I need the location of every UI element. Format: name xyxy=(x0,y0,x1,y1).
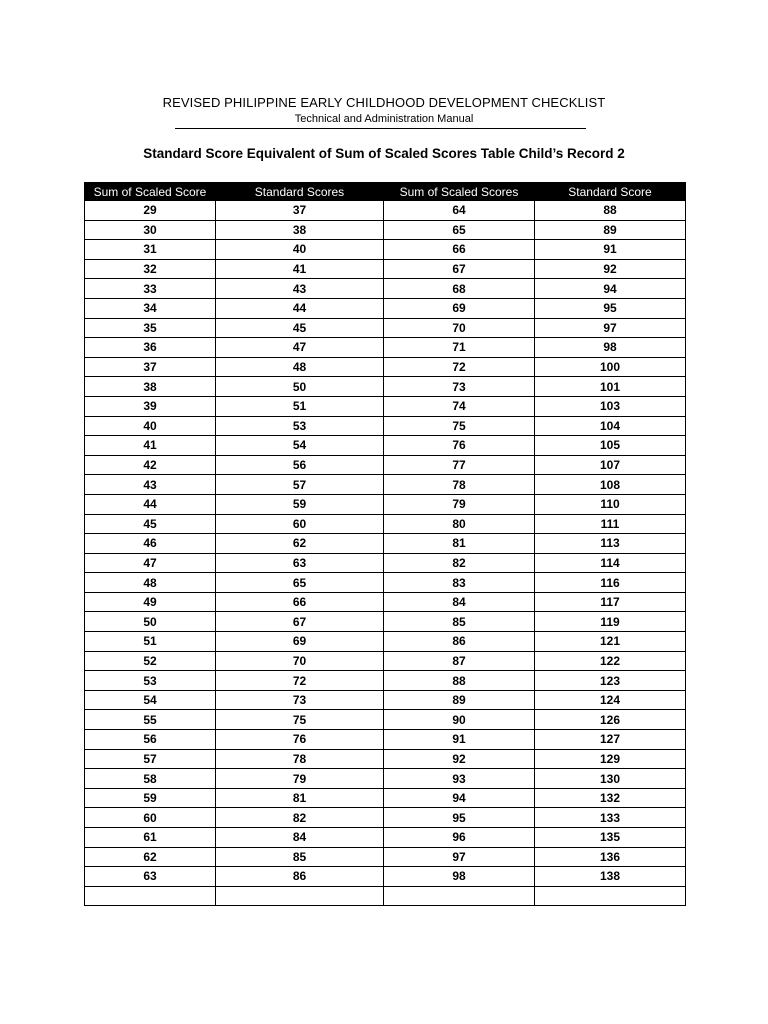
table-cell: 116 xyxy=(535,573,686,593)
table-body xyxy=(85,201,686,906)
table-row xyxy=(85,749,686,769)
table-cell: 126 xyxy=(535,710,686,730)
table-cell: 91 xyxy=(535,240,686,260)
table-cell: 59 xyxy=(216,494,384,514)
table-cell: 51 xyxy=(85,632,216,652)
table-cell: 73 xyxy=(216,690,384,710)
table-cell: 138 xyxy=(535,867,686,887)
table-cell: 75 xyxy=(384,416,535,436)
table-cell: 70 xyxy=(384,318,535,338)
table-cell: 76 xyxy=(384,436,535,456)
table-cell: 59 xyxy=(85,788,216,808)
table-cell: 121 xyxy=(535,632,686,652)
table-cell: 43 xyxy=(85,475,216,495)
table-cell: 45 xyxy=(216,318,384,338)
table-row xyxy=(85,259,686,279)
table-row xyxy=(85,573,686,593)
table-cell xyxy=(384,886,535,906)
table-cell: 84 xyxy=(384,592,535,612)
table-cell xyxy=(85,886,216,906)
table-cell: 62 xyxy=(85,847,216,867)
table-cell: 56 xyxy=(216,455,384,475)
table-row xyxy=(85,671,686,691)
table-cell: 36 xyxy=(85,338,216,358)
table-row xyxy=(85,514,686,534)
document-title: REVISED PHILIPPINE EARLY CHILDHOOD DEVELOPMENT CHECKLIST xyxy=(162,95,606,110)
table-cell: 74 xyxy=(384,396,535,416)
table-row xyxy=(85,651,686,671)
table-cell: 67 xyxy=(216,612,384,632)
table-cell: 88 xyxy=(384,671,535,691)
table-row xyxy=(85,416,686,436)
table-header-row xyxy=(85,183,686,201)
table-cell: 53 xyxy=(85,671,216,691)
table-cell: 124 xyxy=(535,690,686,710)
table-cell: 130 xyxy=(535,769,686,789)
table-cell: 135 xyxy=(535,828,686,848)
table-cell: 78 xyxy=(384,475,535,495)
table-cell: 37 xyxy=(216,201,384,221)
table-row xyxy=(85,632,686,652)
table-cell: 82 xyxy=(216,808,384,828)
table-cell: 79 xyxy=(216,769,384,789)
table-cell: 37 xyxy=(85,357,216,377)
table-cell: 97 xyxy=(384,847,535,867)
table-cell: 136 xyxy=(535,847,686,867)
table-cell: 51 xyxy=(216,396,384,416)
table-cell: 89 xyxy=(535,220,686,240)
table-cell: 90 xyxy=(384,710,535,730)
table-cell: 103 xyxy=(535,396,686,416)
table-row xyxy=(85,592,686,612)
table-row xyxy=(85,475,686,495)
table-cell: 68 xyxy=(384,279,535,299)
table-row xyxy=(85,455,686,475)
table-cell: 105 xyxy=(535,436,686,456)
table-row xyxy=(85,710,686,730)
table-cell: 65 xyxy=(384,220,535,240)
table-cell: 33 xyxy=(85,279,216,299)
table-cell xyxy=(216,886,384,906)
table-row xyxy=(85,220,686,240)
table-row xyxy=(85,690,686,710)
table-cell: 57 xyxy=(85,749,216,769)
column-header: Standard Scores xyxy=(216,183,384,201)
table-cell xyxy=(535,886,686,906)
table-row xyxy=(85,201,686,221)
table-cell: 127 xyxy=(535,730,686,750)
table-cell: 73 xyxy=(384,377,535,397)
table-cell: 83 xyxy=(384,573,535,593)
table-cell: 81 xyxy=(384,534,535,554)
table-cell: 122 xyxy=(535,651,686,671)
table-cell: 41 xyxy=(85,436,216,456)
table-cell: 98 xyxy=(535,338,686,358)
table-cell: 111 xyxy=(535,514,686,534)
table-cell: 97 xyxy=(535,318,686,338)
table-cell: 107 xyxy=(535,455,686,475)
table-cell: 129 xyxy=(535,749,686,769)
table-cell: 110 xyxy=(535,494,686,514)
table-row xyxy=(85,279,686,299)
document-subtitle: Technical and Administration Manual xyxy=(294,113,474,125)
table-cell: 38 xyxy=(216,220,384,240)
table-cell: 101 xyxy=(535,377,686,397)
table-cell: 92 xyxy=(384,749,535,769)
table-cell: 54 xyxy=(216,436,384,456)
table-cell: 95 xyxy=(384,808,535,828)
table-row xyxy=(85,847,686,867)
table-row xyxy=(85,338,686,358)
table-cell: 53 xyxy=(216,416,384,436)
table-cell: 31 xyxy=(85,240,216,260)
table-cell: 72 xyxy=(384,357,535,377)
table-cell: 56 xyxy=(85,730,216,750)
table-cell: 34 xyxy=(85,298,216,318)
table-cell: 76 xyxy=(216,730,384,750)
table-cell: 69 xyxy=(384,298,535,318)
table-cell: 85 xyxy=(216,847,384,867)
table-cell: 55 xyxy=(85,710,216,730)
table-cell: 42 xyxy=(85,455,216,475)
table-cell: 114 xyxy=(535,553,686,573)
table-cell: 89 xyxy=(384,690,535,710)
table-cell: 93 xyxy=(384,769,535,789)
table-row xyxy=(85,808,686,828)
table-cell: 35 xyxy=(85,318,216,338)
table-row xyxy=(85,318,686,338)
column-header: Sum of Scaled Score xyxy=(85,183,216,201)
table-cell: 41 xyxy=(216,259,384,279)
table-cell: 65 xyxy=(216,573,384,593)
table-cell: 61 xyxy=(85,828,216,848)
table-cell: 72 xyxy=(216,671,384,691)
table-cell: 50 xyxy=(216,377,384,397)
table-row xyxy=(85,730,686,750)
score-table xyxy=(84,182,686,906)
table-cell: 62 xyxy=(216,534,384,554)
table-cell: 45 xyxy=(85,514,216,534)
table-row xyxy=(85,886,686,906)
table-cell: 92 xyxy=(535,259,686,279)
table-cell: 85 xyxy=(384,612,535,632)
table-row xyxy=(85,357,686,377)
table-row xyxy=(85,494,686,514)
table-cell: 96 xyxy=(384,828,535,848)
table-cell: 119 xyxy=(535,612,686,632)
table-cell: 63 xyxy=(85,867,216,887)
table-cell: 58 xyxy=(85,769,216,789)
table-cell: 75 xyxy=(216,710,384,730)
table-cell: 132 xyxy=(535,788,686,808)
table-cell: 79 xyxy=(384,494,535,514)
table-cell: 38 xyxy=(85,377,216,397)
table-cell: 100 xyxy=(535,357,686,377)
table-cell: 32 xyxy=(85,259,216,279)
table-row xyxy=(85,867,686,887)
table-cell: 49 xyxy=(85,592,216,612)
table-cell: 60 xyxy=(216,514,384,534)
table-cell: 47 xyxy=(85,553,216,573)
column-header: Standard Score xyxy=(535,183,686,201)
table-cell: 66 xyxy=(216,592,384,612)
table-cell: 86 xyxy=(384,632,535,652)
table-cell: 44 xyxy=(85,494,216,514)
table-cell: 60 xyxy=(85,808,216,828)
table-cell: 94 xyxy=(384,788,535,808)
table-row xyxy=(85,396,686,416)
table-row xyxy=(85,240,686,260)
table-cell: 48 xyxy=(85,573,216,593)
table-row xyxy=(85,612,686,632)
table-cell: 63 xyxy=(216,553,384,573)
table-cell: 67 xyxy=(384,259,535,279)
title-divider xyxy=(175,128,586,129)
table-cell: 82 xyxy=(384,553,535,573)
table-cell: 66 xyxy=(384,240,535,260)
table-cell: 78 xyxy=(216,749,384,769)
table-cell: 71 xyxy=(384,338,535,358)
table-cell: 80 xyxy=(384,514,535,534)
table-cell: 64 xyxy=(384,201,535,221)
table-row xyxy=(85,553,686,573)
table-row xyxy=(85,298,686,318)
table-cell: 40 xyxy=(216,240,384,260)
column-header: Sum of Scaled Scores xyxy=(384,183,535,201)
table-cell: 54 xyxy=(85,690,216,710)
table-cell: 91 xyxy=(384,730,535,750)
table-cell: 104 xyxy=(535,416,686,436)
table-row xyxy=(85,828,686,848)
table-cell: 69 xyxy=(216,632,384,652)
table-cell: 43 xyxy=(216,279,384,299)
table-cell: 98 xyxy=(384,867,535,887)
table-row xyxy=(85,436,686,456)
table-cell: 123 xyxy=(535,671,686,691)
table-cell: 46 xyxy=(85,534,216,554)
table-cell: 70 xyxy=(216,651,384,671)
table-cell: 48 xyxy=(216,357,384,377)
table-cell: 133 xyxy=(535,808,686,828)
table-cell: 117 xyxy=(535,592,686,612)
table-cell: 50 xyxy=(85,612,216,632)
table-cell: 40 xyxy=(85,416,216,436)
table-row xyxy=(85,534,686,554)
table-cell: 94 xyxy=(535,279,686,299)
table-cell: 81 xyxy=(216,788,384,808)
table-cell: 52 xyxy=(85,651,216,671)
table-cell: 84 xyxy=(216,828,384,848)
table-cell: 30 xyxy=(85,220,216,240)
table-cell: 39 xyxy=(85,396,216,416)
table-cell: 113 xyxy=(535,534,686,554)
table-row xyxy=(85,788,686,808)
table-cell: 87 xyxy=(384,651,535,671)
table-cell: 77 xyxy=(384,455,535,475)
table-cell: 86 xyxy=(216,867,384,887)
table-cell: 47 xyxy=(216,338,384,358)
table-row xyxy=(85,769,686,789)
table-row xyxy=(85,377,686,397)
table-cell: 29 xyxy=(85,201,216,221)
table-heading: Standard Score Equivalent of Sum of Scaled Scores Table Child’s Record 2 xyxy=(143,146,625,161)
table-cell: 44 xyxy=(216,298,384,318)
table-cell: 57 xyxy=(216,475,384,495)
table-cell: 95 xyxy=(535,298,686,318)
table-cell: 88 xyxy=(535,201,686,221)
table-cell: 108 xyxy=(535,475,686,495)
